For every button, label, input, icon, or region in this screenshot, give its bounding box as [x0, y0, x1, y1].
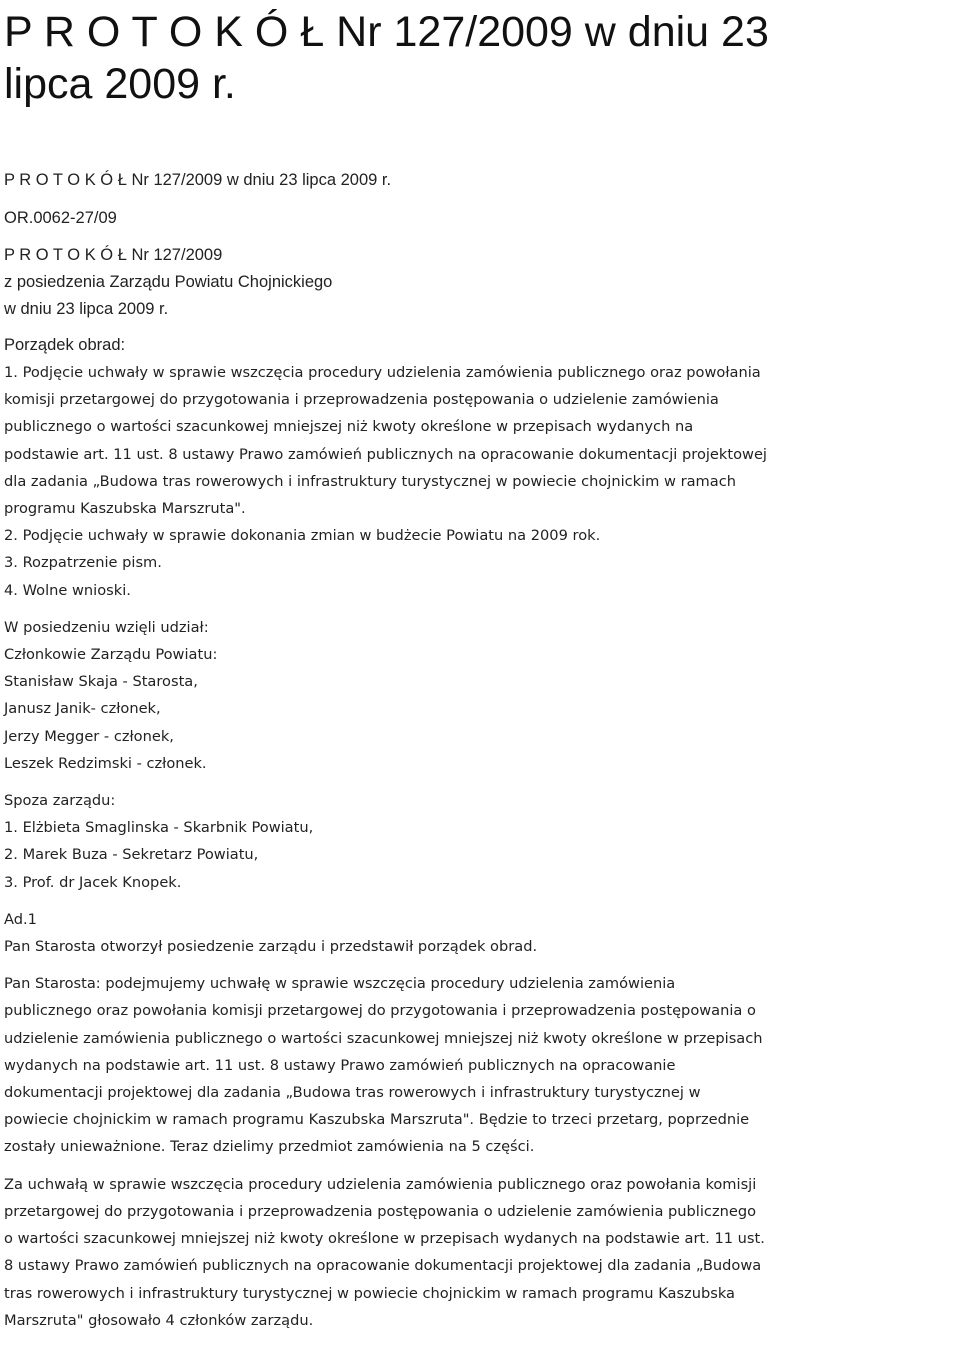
- outside-line: 2. Marek Buza - Sekretarz Powiatu,: [4, 846, 259, 864]
- agenda-line: 4. Wolne wnioski.: [4, 581, 131, 599]
- outside-line: 3. Prof. dr Jacek Knopek.: [4, 873, 182, 891]
- agenda-line: podstawie art. 11 ust. 8 ustawy Prawo zamówień publicznych na opracowanie dokumentacji projektowej: [4, 445, 767, 463]
- vote-line: o wartości szacunkowej mniejszej niż kwoty określone w przepisach wydanych na podstawie art. 11 ust.: [4, 1230, 765, 1248]
- reference-number: OR.0062-27/09: [4, 209, 117, 227]
- agenda-line: 2. Podjęcie uchwały w sprawie dokonania zmian w budżecie Powiatu na 2009 rok.: [4, 527, 601, 545]
- vote-line: przetargowej do przygotowania i przeprowadzenia postępowania o udzielenie zamówienia publicznego: [4, 1202, 757, 1220]
- vote-line: 8 ustawy Prawo zamówień publicznych na opracowanie dokumentacji projektowej dla zadania „Budowa: [4, 1257, 762, 1275]
- statement-line: Pan Starosta: podejmujemy uchwałę w sprawie wszczęcia procedury udzielenia zamówienia: [4, 975, 676, 993]
- attendance-line: Leszek Redzimski - członek.: [4, 754, 207, 772]
- vote-line: Marszruta" głosowało 4 członków zarządu.: [4, 1311, 314, 1329]
- document-subtitle: P R O T O K Ó Ł Nr 127/2009 w dniu 23 lipca 2009 r.: [4, 171, 392, 189]
- statement-line: udzielenie zamówienia publicznego o wartości szacunkowej mniejszej niż kwoty określone w przepisach: [4, 1029, 763, 1047]
- header-line: w dniu 23 lipca 2009 r.: [4, 300, 169, 318]
- agenda-line: dla zadania „Budowa tras rowerowych i infrastruktury turystycznej w powiecie chojnickim w ramach: [4, 472, 736, 490]
- statement-line: powiecie chojnickim w ramach programu Kaszubska Marszruta". Będzie to trzeci przetarg, poprzednie: [4, 1111, 750, 1129]
- attendance-section: [4, 614, 956, 777]
- starosta-statement: [4, 970, 956, 1160]
- ad1-section: [4, 906, 956, 960]
- statement-line: wydanych na podstawie art. 11 ust. 8 ustawy Prawo zamówień publicznych na opracowanie: [4, 1056, 676, 1074]
- vote-paragraph: [4, 1171, 956, 1334]
- attendance-line: Janusz Janik- członek,: [4, 700, 161, 718]
- title-line: P R O T O K Ó Ł Nr 127/2009 w dniu 23: [4, 8, 769, 56]
- attendance-line: Stanisław Skaja - Starosta,: [4, 673, 198, 691]
- statement-line: zostały unieważnione. Teraz dzielimy przedmiot zamówienia na 5 części.: [4, 1138, 535, 1156]
- outside-line: Spoza zarządu:: [4, 792, 116, 810]
- agenda-list: [4, 359, 956, 604]
- agenda-line: komisji przetargowej do przygotowania i przeprowadzenia postępowania o udzielenie zamówienia: [4, 391, 719, 409]
- ad1-line: Pan Starosta otworzył posiedzenie zarządu i przedstawił porządek obrad.: [4, 938, 538, 956]
- vote-line: Za uchwałą w sprawie wszczęcia procedury udzielenia zamówienia publicznego oraz powołania komisji: [4, 1175, 757, 1193]
- statement-line: publicznego oraz powołania komisji przetargowej do przygotowania i przeprowadzenia postępowania o: [4, 1002, 756, 1020]
- document-title: [4, 0, 956, 110]
- attendance-line: W posiedzeniu wzięli udział:: [4, 618, 209, 636]
- header-line: z posiedzenia Zarządu Powiatu Chojnickiego: [4, 273, 333, 291]
- header-block: [4, 242, 956, 323]
- vote-line: tras rowerowych i infrastruktury turystycznej w powiecie chojnickim w ramach programu Kaszubska: [4, 1284, 735, 1302]
- agenda-line: 3. Rozpatrzenie pism.: [4, 554, 162, 572]
- agenda-heading: Porządek obrad:: [4, 336, 126, 354]
- ad1-line: Ad.1: [4, 910, 37, 928]
- attendance-line: Jerzy Megger - członek,: [4, 727, 174, 745]
- outside-line: 1. Elżbieta Smaglinska - Skarbnik Powiatu,: [4, 819, 314, 837]
- outside-board-section: [4, 787, 956, 896]
- attendance-line: Członkowie Zarządu Powiatu:: [4, 646, 218, 664]
- header-line: P R O T O K Ó Ł Nr 127/2009: [4, 246, 223, 264]
- agenda-line: publicznego o wartości szacunkowej mniejszej niż kwoty określone w przepisach wydanych na: [4, 418, 694, 436]
- agenda-line: programu Kaszubska Marszruta".: [4, 500, 246, 518]
- agenda-line: 1. Podjęcie uchwały w sprawie wszczęcia procedury udzielenia zamówienia publicznego oraz powołania: [4, 364, 761, 381]
- title-line: lipca 2009 r.: [4, 60, 236, 108]
- statement-line: dokumentacji projektowej dla zadania „Budowa tras rowerowych i infrastruktury turystycznej w: [4, 1084, 701, 1102]
